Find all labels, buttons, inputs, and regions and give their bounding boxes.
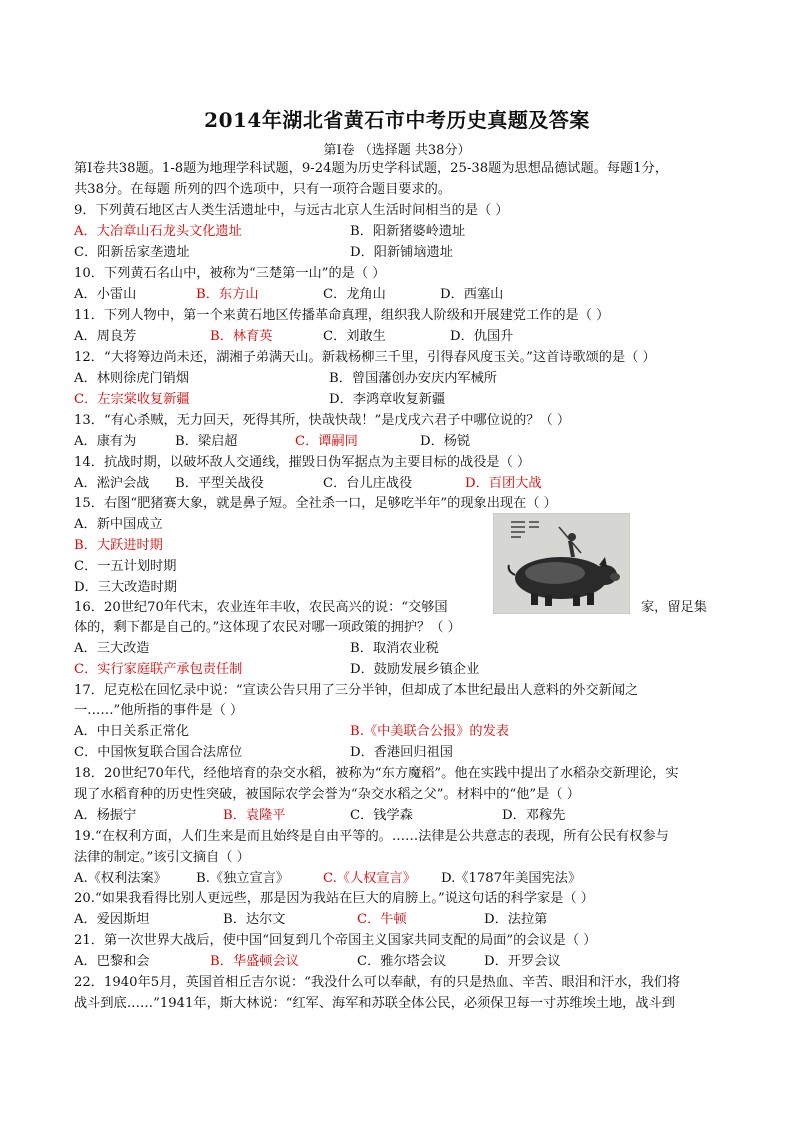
intro-line: 共38分。在每题 所列的四个选项中，只有一项符合题目要求的。 [74,182,452,197]
option: C．雅尔塔会议 [357,954,447,969]
option: A．爱因斯坦 [74,912,150,927]
section-subtitle: 第Ⅰ卷 （选择题 共38分） [323,143,471,158]
question-stem: 16．20世纪70年代末，农业连年丰收，农民高兴的说：“交够国 [74,600,448,615]
question-stem: 10．下列黄石名山中，被称为“三楚第一山”的是（ ） [74,266,386,281]
option-correct: A．大冶章山石龙头文化遗址 [74,224,242,239]
question-stem: 法律的制定。”该引文摘自（ ） [74,850,250,865]
option: A．杨振宁 [74,808,137,823]
option-correct: C．实行家庭联产承包责任制 [74,662,243,677]
option: C．刘敢生 [323,329,386,344]
page-title: 2014年湖北省黄石市中考历史真题及答案 [204,108,590,132]
option: B．取消农业税 [350,641,439,656]
option: B．阳新猪婆岭遗址 [350,224,466,239]
option: B．曾国藩创办安庆内军械所 [329,371,497,386]
option: A．三大改造 [74,641,150,656]
option: A．周良芳 [74,329,137,344]
option: A．中日关系正常化 [74,724,190,739]
question-stem: 15．右图“肥猪赛大象，就是鼻子短。全社杀一口，足够吃半年”的现象出现在（ ） [74,496,557,511]
question-stem: 14．抗战时期，以破坏敌人交通线，摧毁日伪军据点为主要目标的战役是（ ） [74,455,531,470]
option: C．钱学森 [350,808,413,823]
question-stem: 9．下列黄石地区古人类生活遗址中，与远古北京人生活时间相当的是（ ） [74,203,509,218]
option: D．杨锐 [420,434,471,449]
option: A.《权利法案》 [74,871,167,886]
question-stem: 战斗到底……”1941年，斯大林说：“红军、海军和苏联全体公民，必须保卫每一寸苏维埃土地，战斗到 [74,996,675,1011]
question-stem: 21．第一次世界大战后，使中国“回复到几个帝国主义国家共同支配的局面”的会议是（ ） [74,933,597,948]
intro-line: 第Ⅰ卷共38题。1-8题为地理学科试题，9-24题为历史学科试题，25-38题为思想品德试题。每题1分， [74,161,669,176]
option: D．开罗会议 [484,954,561,969]
option-correct: C．左宗棠收复新疆 [74,392,190,407]
question-stem: 家，留足集 [641,600,707,615]
option: D．香港回归祖国 [350,745,453,760]
question-stem: 22．1940年5月，英国首相丘吉尔说：“我没什么可以奉献，有的只是热血、辛苦、眼泪和汗水，我们将 [74,975,681,990]
option: D．三大改造时期 [74,580,177,595]
option: B．梁启超 [175,434,238,449]
option: D．仇国升 [450,329,514,344]
option-correct: C．谭嗣同 [295,434,358,449]
question-stem: 11．下列人物中，第一个来黄石地区传播革命真理，组织我人阶级和开展建党工作的是（ ） [74,308,610,323]
option-correct: C.《人权宣言》 [323,871,416,886]
option-correct: C．牛顿 [357,912,407,927]
option: C．阳新岳家垄遗址 [74,245,190,260]
question-stem: 13．“有心杀贼，无力回天，死得其所，快哉快哉！”是戊戌六君子中哪位说的？（ ） [74,413,571,428]
question-stem: 18．20世纪70年代，经他培育的杂交水稻，被称为“东方魔稻”。他在实践中提出了水稻杂交新理论，实 [74,766,679,781]
option: B．达尔文 [223,912,286,927]
question-stem: 20.“如果我看得比别人更远些，那是因为我站在巨大的肩膀上。”说这句话的科学家是（ ） [74,891,594,906]
option: A．康有为 [74,434,137,449]
option: D．法拉第 [484,912,548,927]
option: B.《独立宣言》 [196,871,290,886]
option: A．林则徐虎门销烟 [74,371,190,386]
option-correct: B．林育英 [210,329,273,344]
option: A．新中国成立 [74,517,163,532]
question-stem: 19.“在权利方面，人们生来是而且始终是自由平等的。……法律是公共意志的表现，所有公民有权参与 [74,829,669,844]
option-correct: B．东方山 [196,287,259,302]
option-correct: D．百团大战 [465,476,542,491]
question-stem: 12．“大将筹边尚未还，湖湘子弟满天山。新栽杨柳三千里，引得春风度玉关。”这首诗歌颂的是（ ） [74,350,656,365]
question-stem: 现了水稻育种的历史性突破，被国际农学会誉为“杂交水稻之父”。材料中的“他”是（ ） [74,787,580,802]
option: D．李鸿章收复新疆 [329,392,446,407]
question-stem: 一……”他所指的事件是（ ） [74,703,244,718]
option: D．阳新铺垴遗址 [350,245,453,260]
question-stem: 17．尼克松在回忆录中说：“宣读公告只用了三分半钟，但却成了本世纪最出人意料的外交新闻之 [74,683,639,698]
option: D．西塞山 [440,287,504,302]
fat-pig-cartoon-image [493,513,630,614]
option: B．平型关战役 [175,476,264,491]
option-correct: B．袁隆平 [223,808,286,823]
option: C．台儿庄战役 [323,476,413,491]
option-correct: B．华盛顿会议 [210,954,299,969]
option: A．淞沪会战 [74,476,150,491]
option: C．龙角山 [323,287,386,302]
option: D．邓稼先 [502,808,566,823]
option-correct: B．大跃进时期 [74,538,163,553]
option: D.《1787年美国宪法》 [441,871,582,886]
option: A．巴黎和会 [74,954,150,969]
question-stem: 体的，剩下都是自己的。”这体现了农民对哪一项政策的拥护？（ ） [74,620,461,635]
option: C．中国恢复联合国合法席位 [74,745,243,760]
option-correct: B.《中美联合公报》的发表 [350,724,509,739]
option: A．小雷山 [74,287,137,302]
option: D．鼓励发展乡镇企业 [350,662,480,677]
option: C．一五计划时期 [74,559,177,574]
